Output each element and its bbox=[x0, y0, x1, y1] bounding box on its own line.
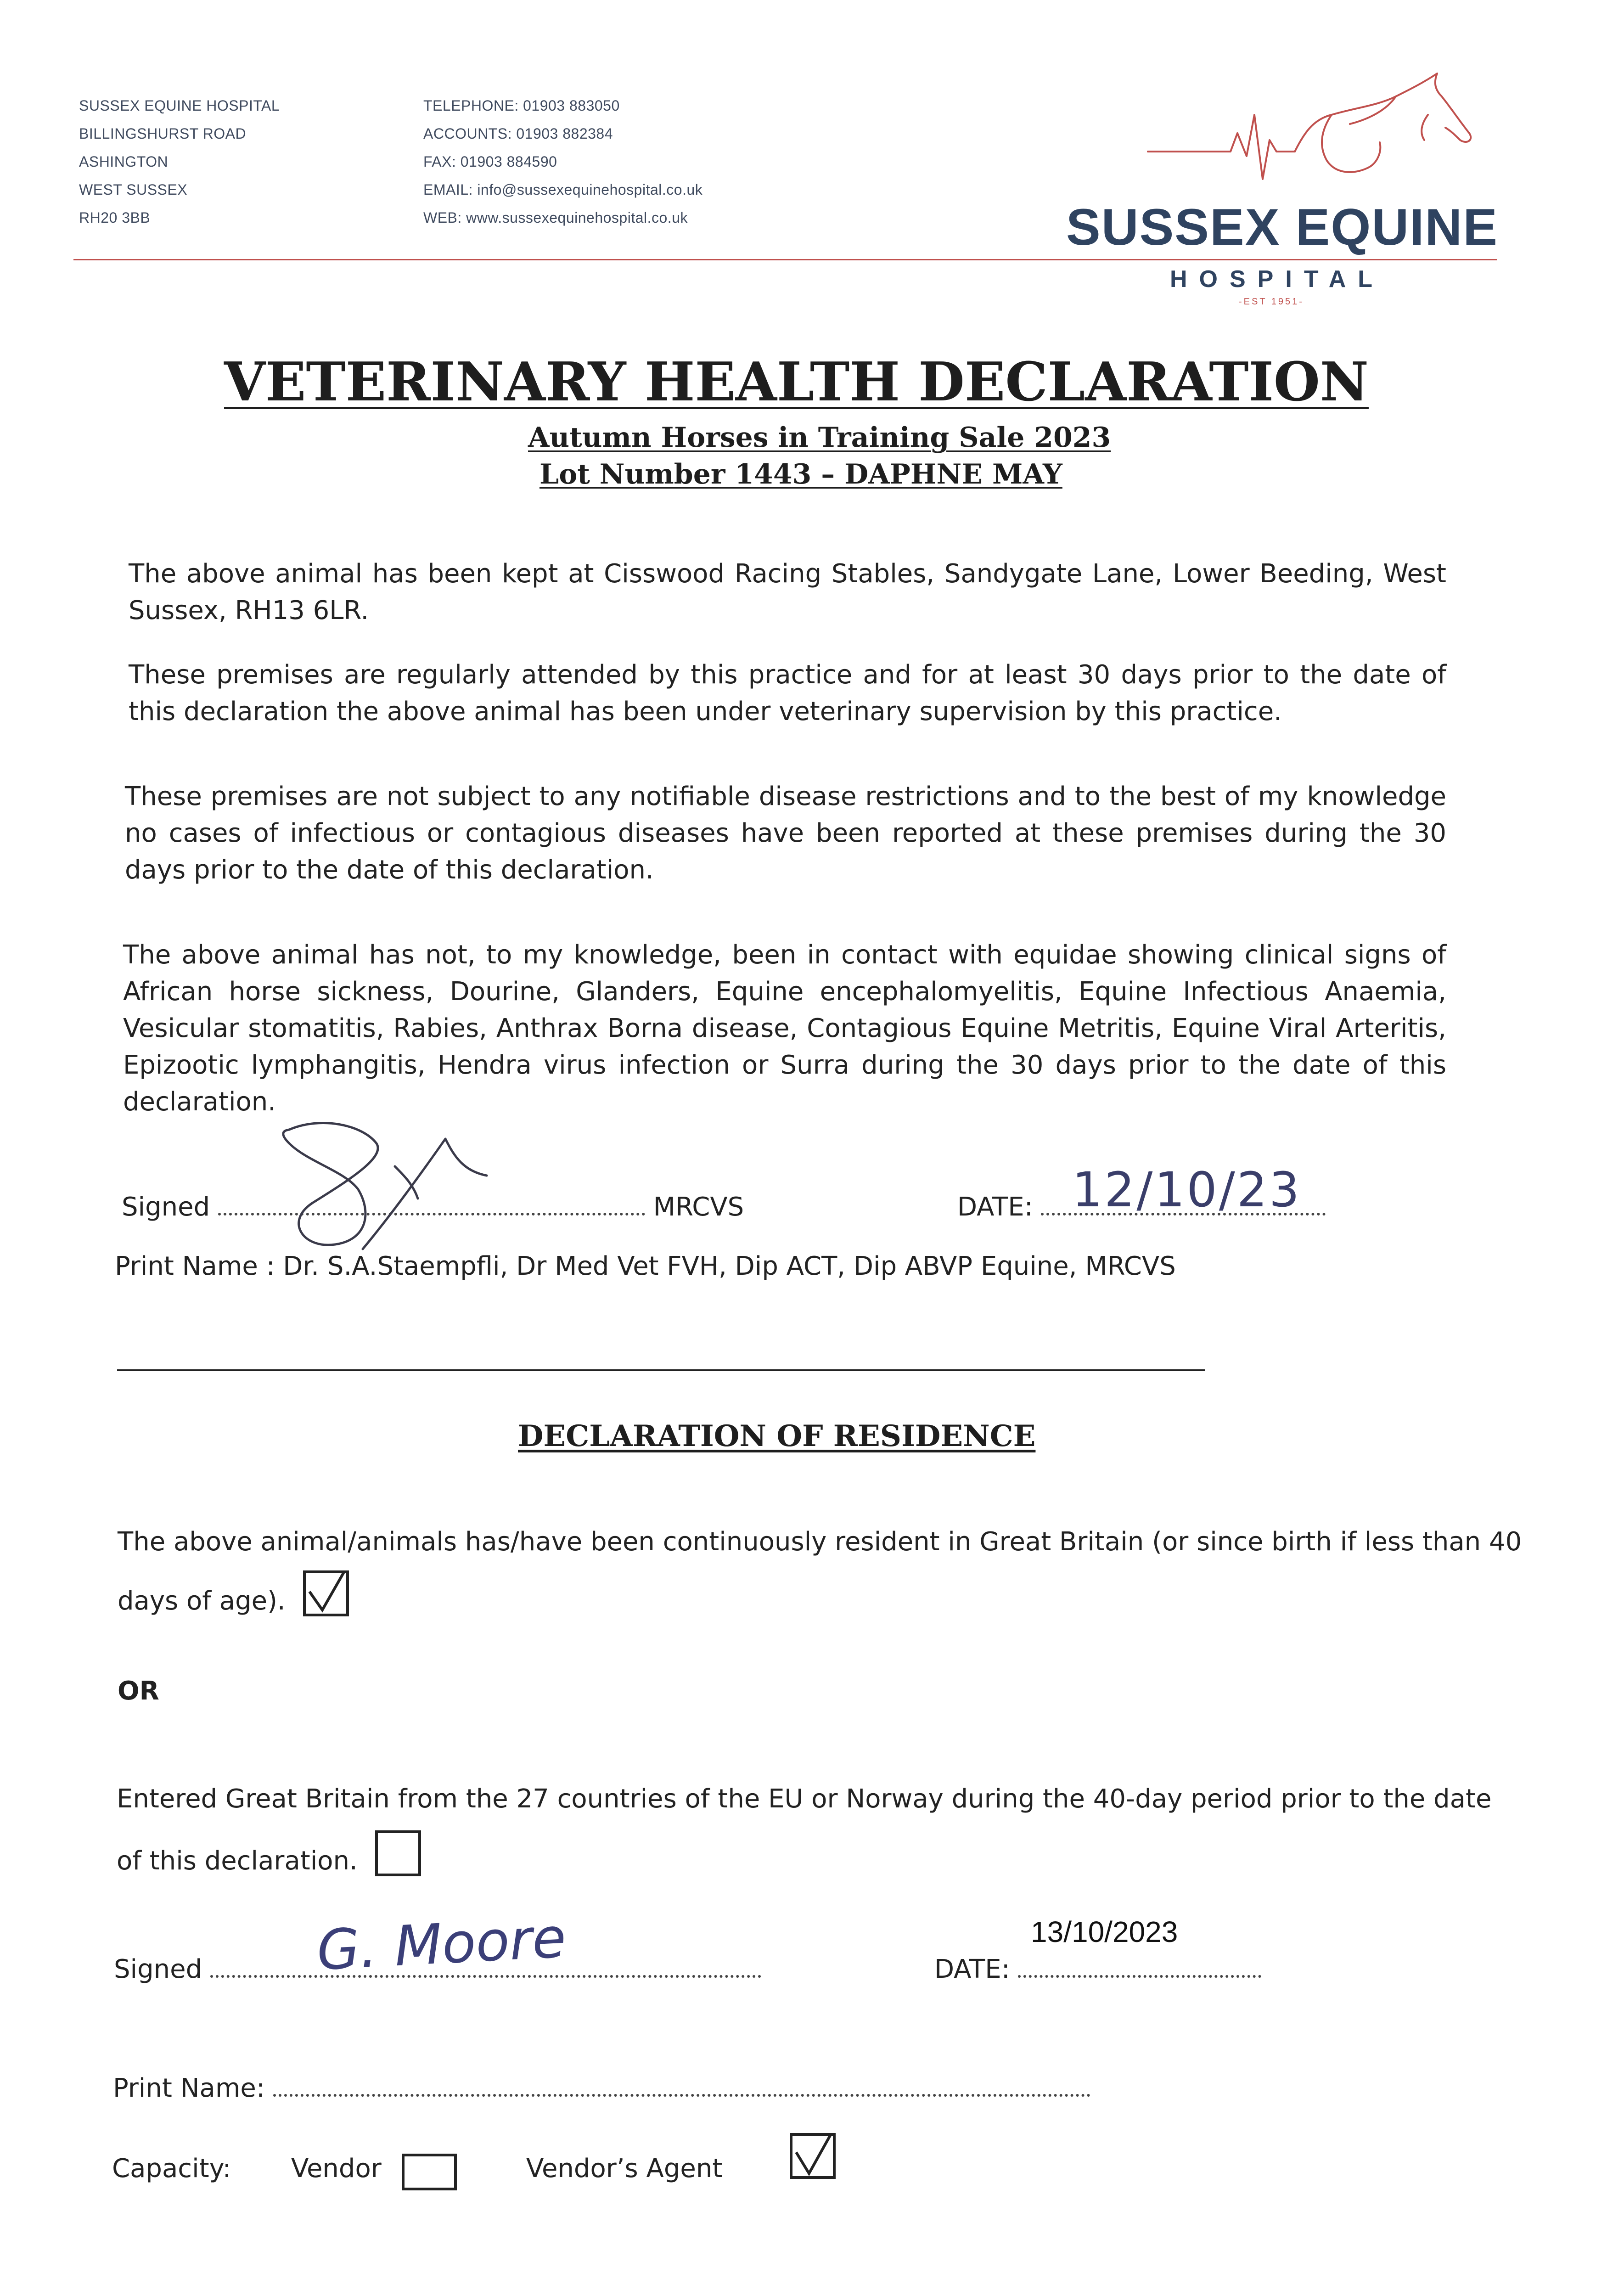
supervision-paragraph: These premises are regularly attended by this practice and for at least 30 days prior to the date of this declaration the above animal has been under veterinary supervision by this practice. bbox=[129, 660, 1446, 726]
residence-signature-handwritten: G. Moore bbox=[315, 1906, 568, 1983]
address-line: ASHINGTON bbox=[79, 153, 169, 170]
print-name-label: Print Name: bbox=[113, 2073, 265, 2103]
residence-date-dots bbox=[1018, 1975, 1261, 1978]
residence-option1-line1: The above animal/animals has/have been continuously resident in Great Britain (or since birth if less than 40 bbox=[118, 1527, 1522, 1557]
hospital-address-block bbox=[79, 92, 280, 232]
lot-subtitle: Lot Number 1443 – DAPHNE MAY bbox=[539, 458, 1062, 490]
address-line: BILLINGSHURST ROAD bbox=[79, 125, 247, 142]
residence-option2-text: of this declaration. bbox=[117, 1846, 358, 1876]
print-name-line bbox=[113, 2073, 1090, 2103]
residence-signature-dots bbox=[210, 1975, 761, 1978]
residence-option2-line2 bbox=[117, 1840, 421, 1885]
residence-option2-line1: Entered Great Britain from the 27 countries of the EU or Norway during the 40-day period prior to the date bbox=[117, 1784, 1492, 1814]
equidae-contact-paragraph: The above animal has not, to my knowledge, been in contact with equidae showing clinical signs of African horse sickness, Dourine, Glanders, Equine encephalomyelitis, Equine Infectious Anaemia, Vesicular stomatitis, Rabies, Anthrax Borna disease, Contagious Equine Metritis, Equine Viral Arteritis, Epizootic lymphangitis, Hendra virus infection or Surra during the 30 days prior to the date of this declaration. bbox=[123, 940, 1446, 1117]
residence-option1-text: days of age). bbox=[118, 1586, 286, 1616]
vendor-checkbox[interactable] bbox=[402, 2154, 457, 2190]
vendor-label: Vendor bbox=[291, 2154, 382, 2183]
residence-date-value: 13/10/2023 bbox=[1031, 1915, 1178, 1948]
vet-signature-image bbox=[257, 1111, 542, 1258]
hospital-contact-block bbox=[423, 92, 702, 232]
contact-email: EMAIL: info@sussexequinehospital.co.uk bbox=[423, 181, 703, 198]
or-separator: OR bbox=[118, 1676, 159, 1706]
vet-date-label: DATE: bbox=[957, 1192, 1033, 1222]
vendor-agent-checkbox[interactable] bbox=[790, 2133, 836, 2179]
address-line: WEST SUSSEX bbox=[79, 181, 188, 198]
residence-option1-line2 bbox=[118, 1580, 349, 1626]
contact-accounts: ACCOUNTS: 01903 882384 bbox=[423, 125, 613, 142]
vet-print-name: Print Name : Dr. S.A.Staempfli, Dr Med Vet FVH, Dip ACT, Dip ABVP Equine, MRCVS bbox=[115, 1251, 1176, 1281]
sale-subtitle: Autumn Horses in Training Sale 2023 bbox=[528, 422, 1111, 454]
vet-mrcvs-suffix: MRCVS bbox=[653, 1192, 744, 1222]
residence-title: DECLARATION OF RESIDENCE bbox=[518, 1419, 1036, 1453]
capacity-label: Capacity: bbox=[112, 2154, 231, 2183]
residence-signed-label: Signed bbox=[114, 1954, 202, 1984]
section-divider bbox=[117, 1369, 1205, 1371]
vet-date-handwritten: 12/10/23 bbox=[1072, 1162, 1302, 1218]
contact-web: WEB: www.sussexequinehospital.co.uk bbox=[423, 209, 688, 226]
contact-fax: FAX: 01903 884590 bbox=[423, 153, 557, 170]
residence-date-line bbox=[934, 1954, 1261, 1984]
print-name-dots[interactable] bbox=[273, 2094, 1090, 2097]
header-divider bbox=[73, 259, 1497, 260]
disease-restriction-paragraph: These premises are not subject to any notifiable disease restrictions and to the best of my knowledge no cases of infectious or contagious diseases have been reported at these premises during the 30 days prior to the date of this declaration. bbox=[125, 782, 1446, 885]
residence-date-label: DATE: bbox=[934, 1954, 1010, 1984]
address-line: SUSSEX EQUINE HOSPITAL bbox=[79, 97, 280, 114]
vendor-agent-label: Vendor’s Agent bbox=[526, 2154, 723, 2183]
document-title: VETERINARY HEALTH DECLARATION bbox=[224, 351, 1369, 413]
logo-name: SUSSEX EQUINE bbox=[1066, 198, 1498, 256]
logo-subtitle: HOSPITAL bbox=[1170, 266, 1385, 293]
address-line: RH20 3BB bbox=[79, 209, 151, 226]
vet-signed-label: Signed bbox=[122, 1192, 210, 1222]
horse-heartbeat-logo-icon bbox=[1139, 64, 1488, 216]
logo-established: -EST 1951- bbox=[1239, 297, 1304, 307]
premises-paragraph: The above animal has been kept at Cisswood Racing Stables, Sandygate Lane, Lower Beeding, West Sussex, RH13 6LR. bbox=[129, 559, 1446, 625]
residence-option2-checkbox[interactable] bbox=[375, 1830, 421, 1876]
contact-phone: TELEPHONE: 01903 883050 bbox=[423, 97, 620, 114]
residence-option1-checkbox[interactable] bbox=[303, 1570, 349, 1616]
